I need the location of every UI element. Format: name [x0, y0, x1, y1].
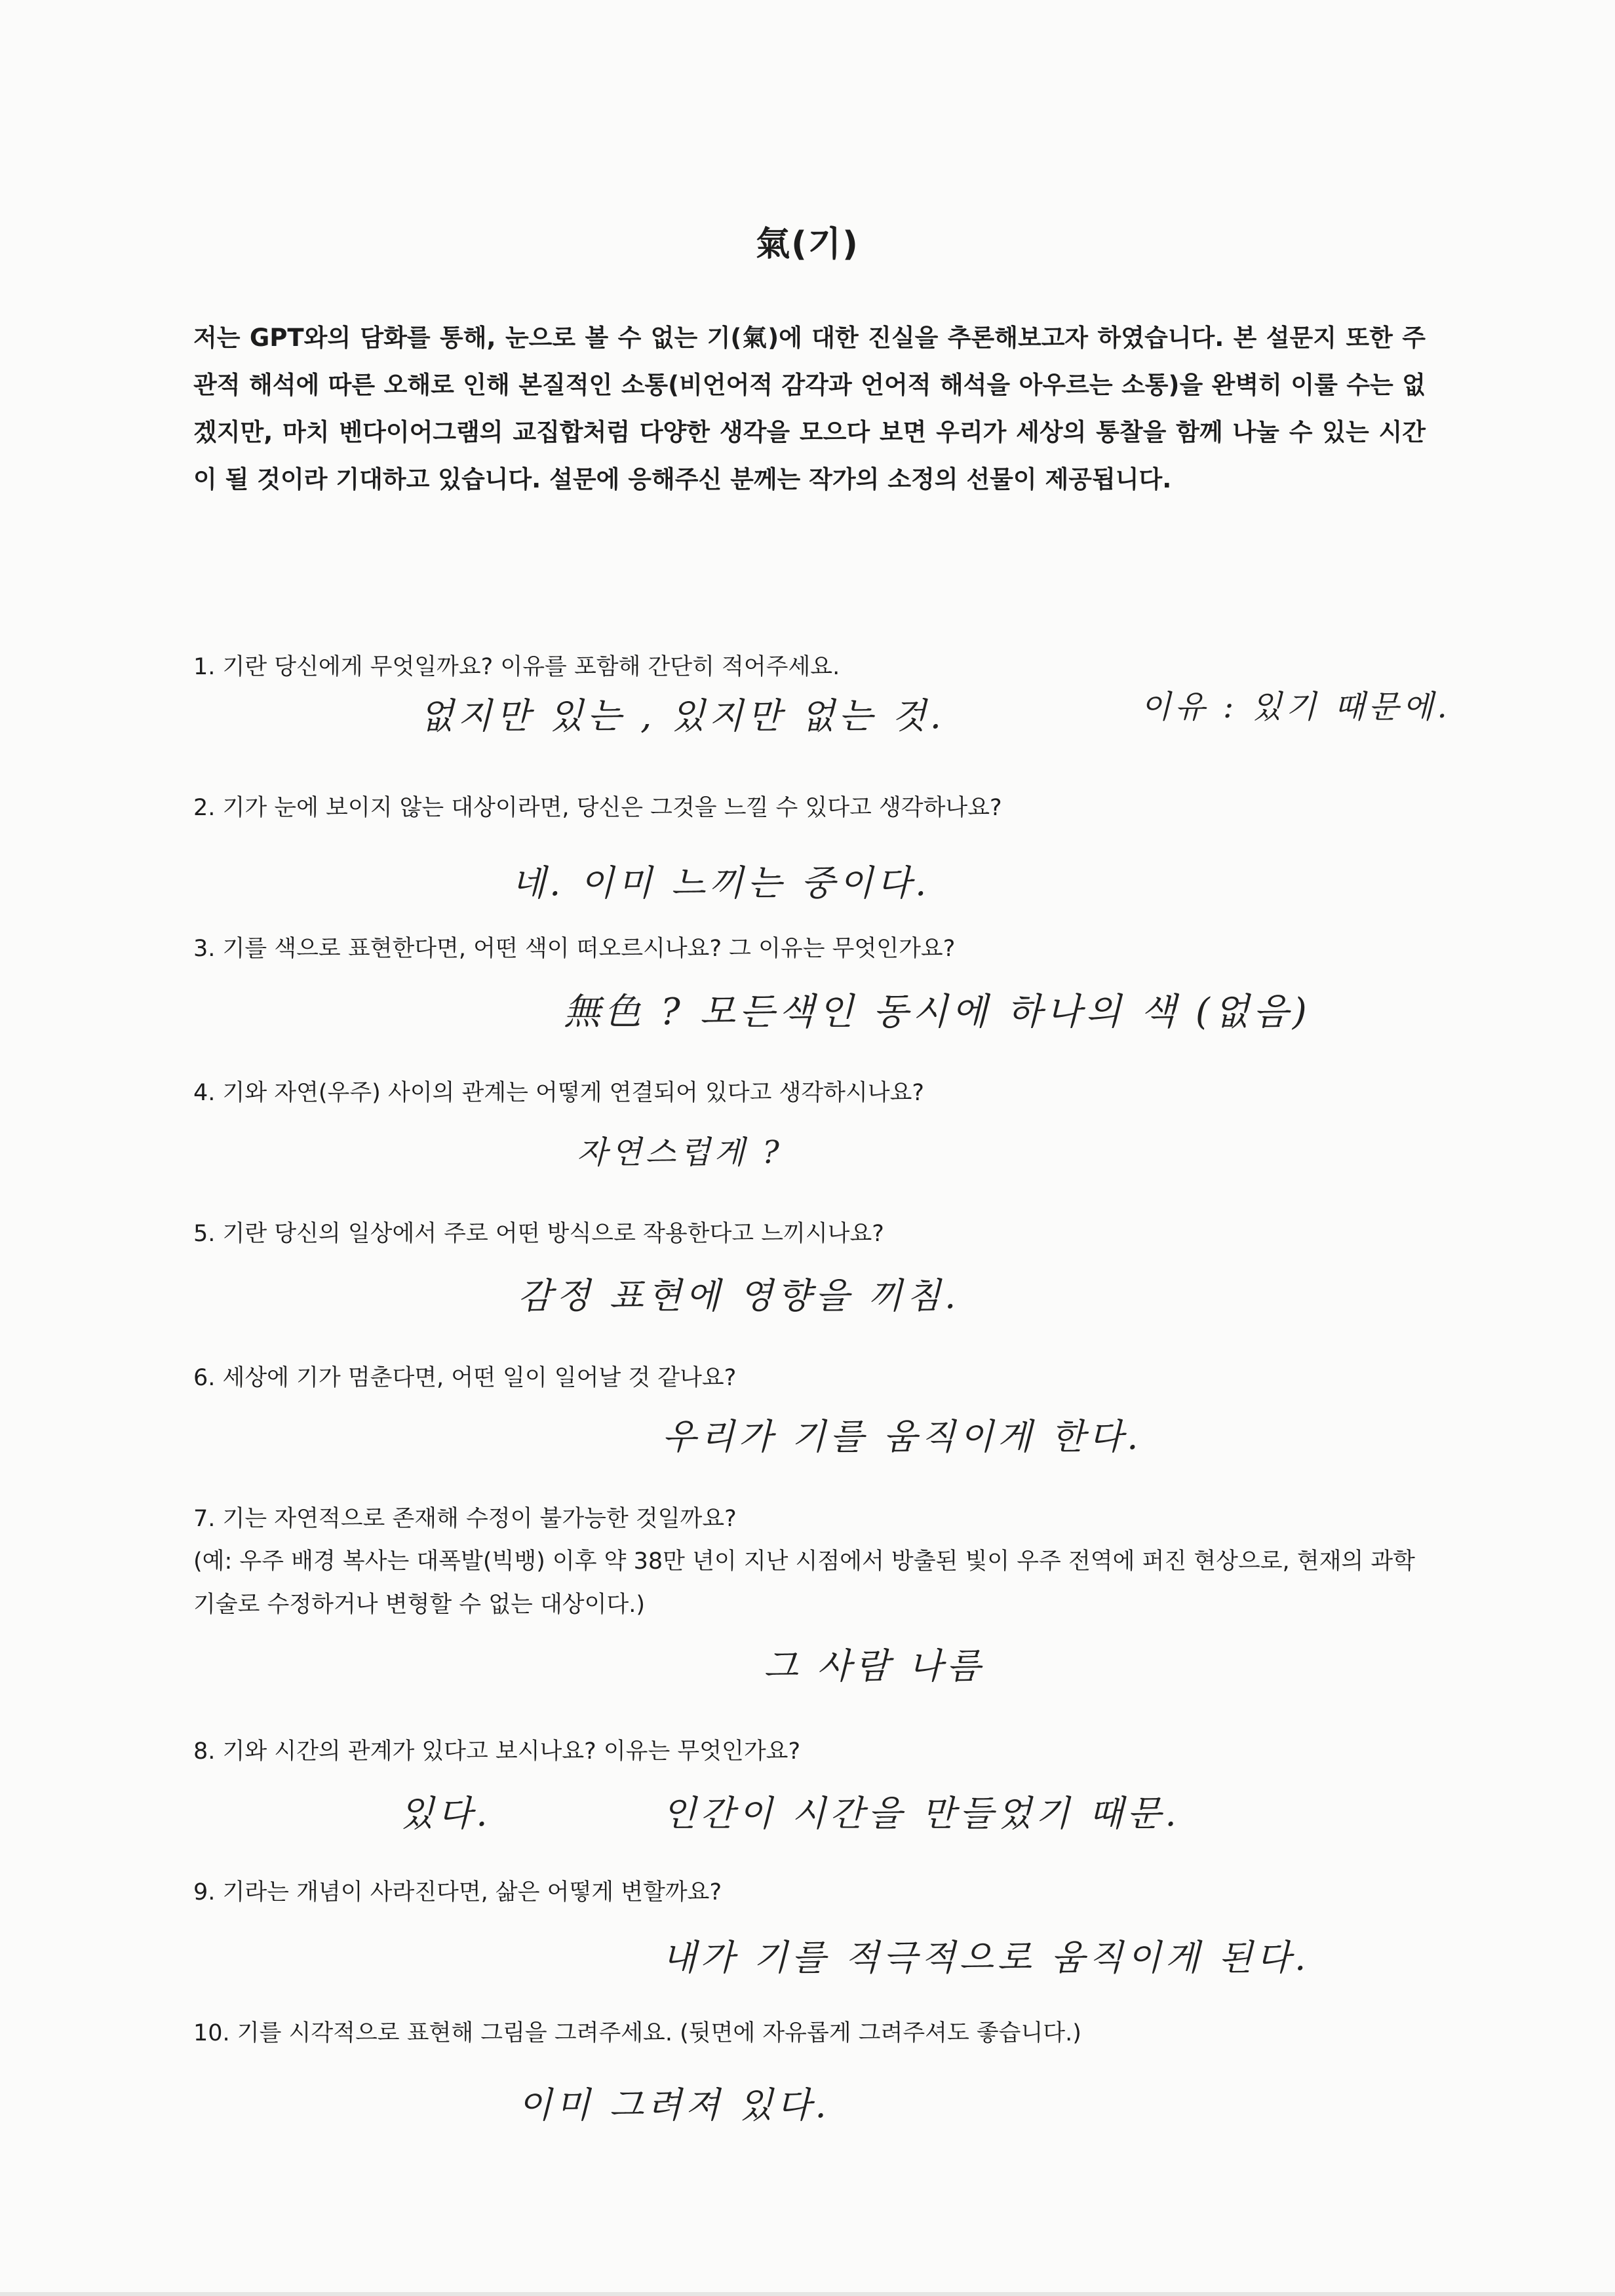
answer-8: 있다.	[400, 1793, 492, 1834]
answer-1: 없지만 있는 , 있지만 없는 것.	[419, 695, 945, 737]
answer-5: 감정 표현에 영향을 끼침.	[518, 1275, 960, 1316]
page-title: 氣(기)	[756, 225, 859, 264]
question-1: 1. 기란 당신에게 무엇일까요? 이유를 포함해 간단히 적어주세요.	[193, 654, 840, 680]
intro-paragraph: 저는 GPT와의 담화를 통해, 눈으로 볼 수 없는 기(氣)에 대한 진실을 추론해보고자 하였습니다. 본 설문지 또한 주관적 해석에 따른 오해로 인해 본질적인 소통(비언어적 감각과 언어적 해석을 아우르는 소통)을 완벽히 이룰 수는 없겠지만, 마치 벤다이어그램의 교집합처럼 다양한 생각을 모으다 보면 우리가 세상의 통찰을 함께 나눌 수 있는 시간이 될 것이라 기대하고 있습니다. 설문에 응해주신 분께는 작가의 소정의 선물이 제공됩니다.	[193, 324, 1426, 493]
answer-9: 내가 기를 적극적으로 움직이게 된다.	[662, 1937, 1310, 1978]
answer-8-reason: 인간이 시간을 만들었기 때문.	[662, 1793, 1180, 1834]
scan-edge	[0, 2292, 1615, 2296]
answer-3: 無色 ? 모든색인 동시에 하나의 색 (없음)	[564, 991, 1311, 1033]
answer-4: 자연스럽게 ?	[577, 1134, 783, 1171]
answer-7: 그 사람 나름	[764, 1645, 985, 1687]
question-6: 6. 세상에 기가 멈춘다면, 어떤 일이 일어날 것 같나요?	[193, 1365, 737, 1391]
question-5: 5. 기란 당신의 일상에서 주로 어떤 방식으로 작용한다고 느끼시나요?	[193, 1221, 884, 1247]
question-3: 3. 기를 색으로 표현한다면, 어떤 색이 떠오르시나요? 그 이유는 무엇인가요?	[193, 936, 956, 962]
question-8: 8. 기와 시간의 관계가 있다고 보시나요? 이유는 무엇인가요?	[193, 1738, 801, 1765]
answer-6: 우리가 기를 움직이게 한다.	[662, 1416, 1142, 1457]
question-2: 2. 기가 눈에 보이지 않는 대상이라면, 당신은 그것을 느낄 수 있다고 생각하나요?	[193, 795, 1002, 821]
question-9: 9. 기라는 개념이 사라진다면, 삶은 어떻게 변할까요?	[193, 1879, 722, 1905]
question-4: 4. 기와 자연(우주) 사이의 관계는 어떻게 연결되어 있다고 생각하시나요?	[193, 1080, 924, 1106]
answer-10: 이미 그려져 있다.	[518, 2084, 830, 2126]
answer-2: 네. 이미 느끼는 중이다.	[511, 862, 931, 904]
question-7-note: (예: 우주 배경 복사는 대폭발(빅뱅) 이후 약 38만 년이 지난 시점에서 방출된 빛이 우주 전역에 퍼진 현상으로, 현재의 과학기술로 수정하거나 변형할 수 없는 대상이다.)	[193, 1548, 1415, 1618]
question-10: 10. 기를 시각적으로 표현해 그림을 그려주세요. (뒷면에 자유롭게 그려주셔도 좋습니다.)	[193, 2020, 1081, 2046]
question-7: 7. 기는 자연적으로 존재해 수정이 불가능한 것일까요?	[193, 1506, 737, 1532]
answer-1-reason: 이유 : 있기 때문에.	[1140, 689, 1451, 725]
